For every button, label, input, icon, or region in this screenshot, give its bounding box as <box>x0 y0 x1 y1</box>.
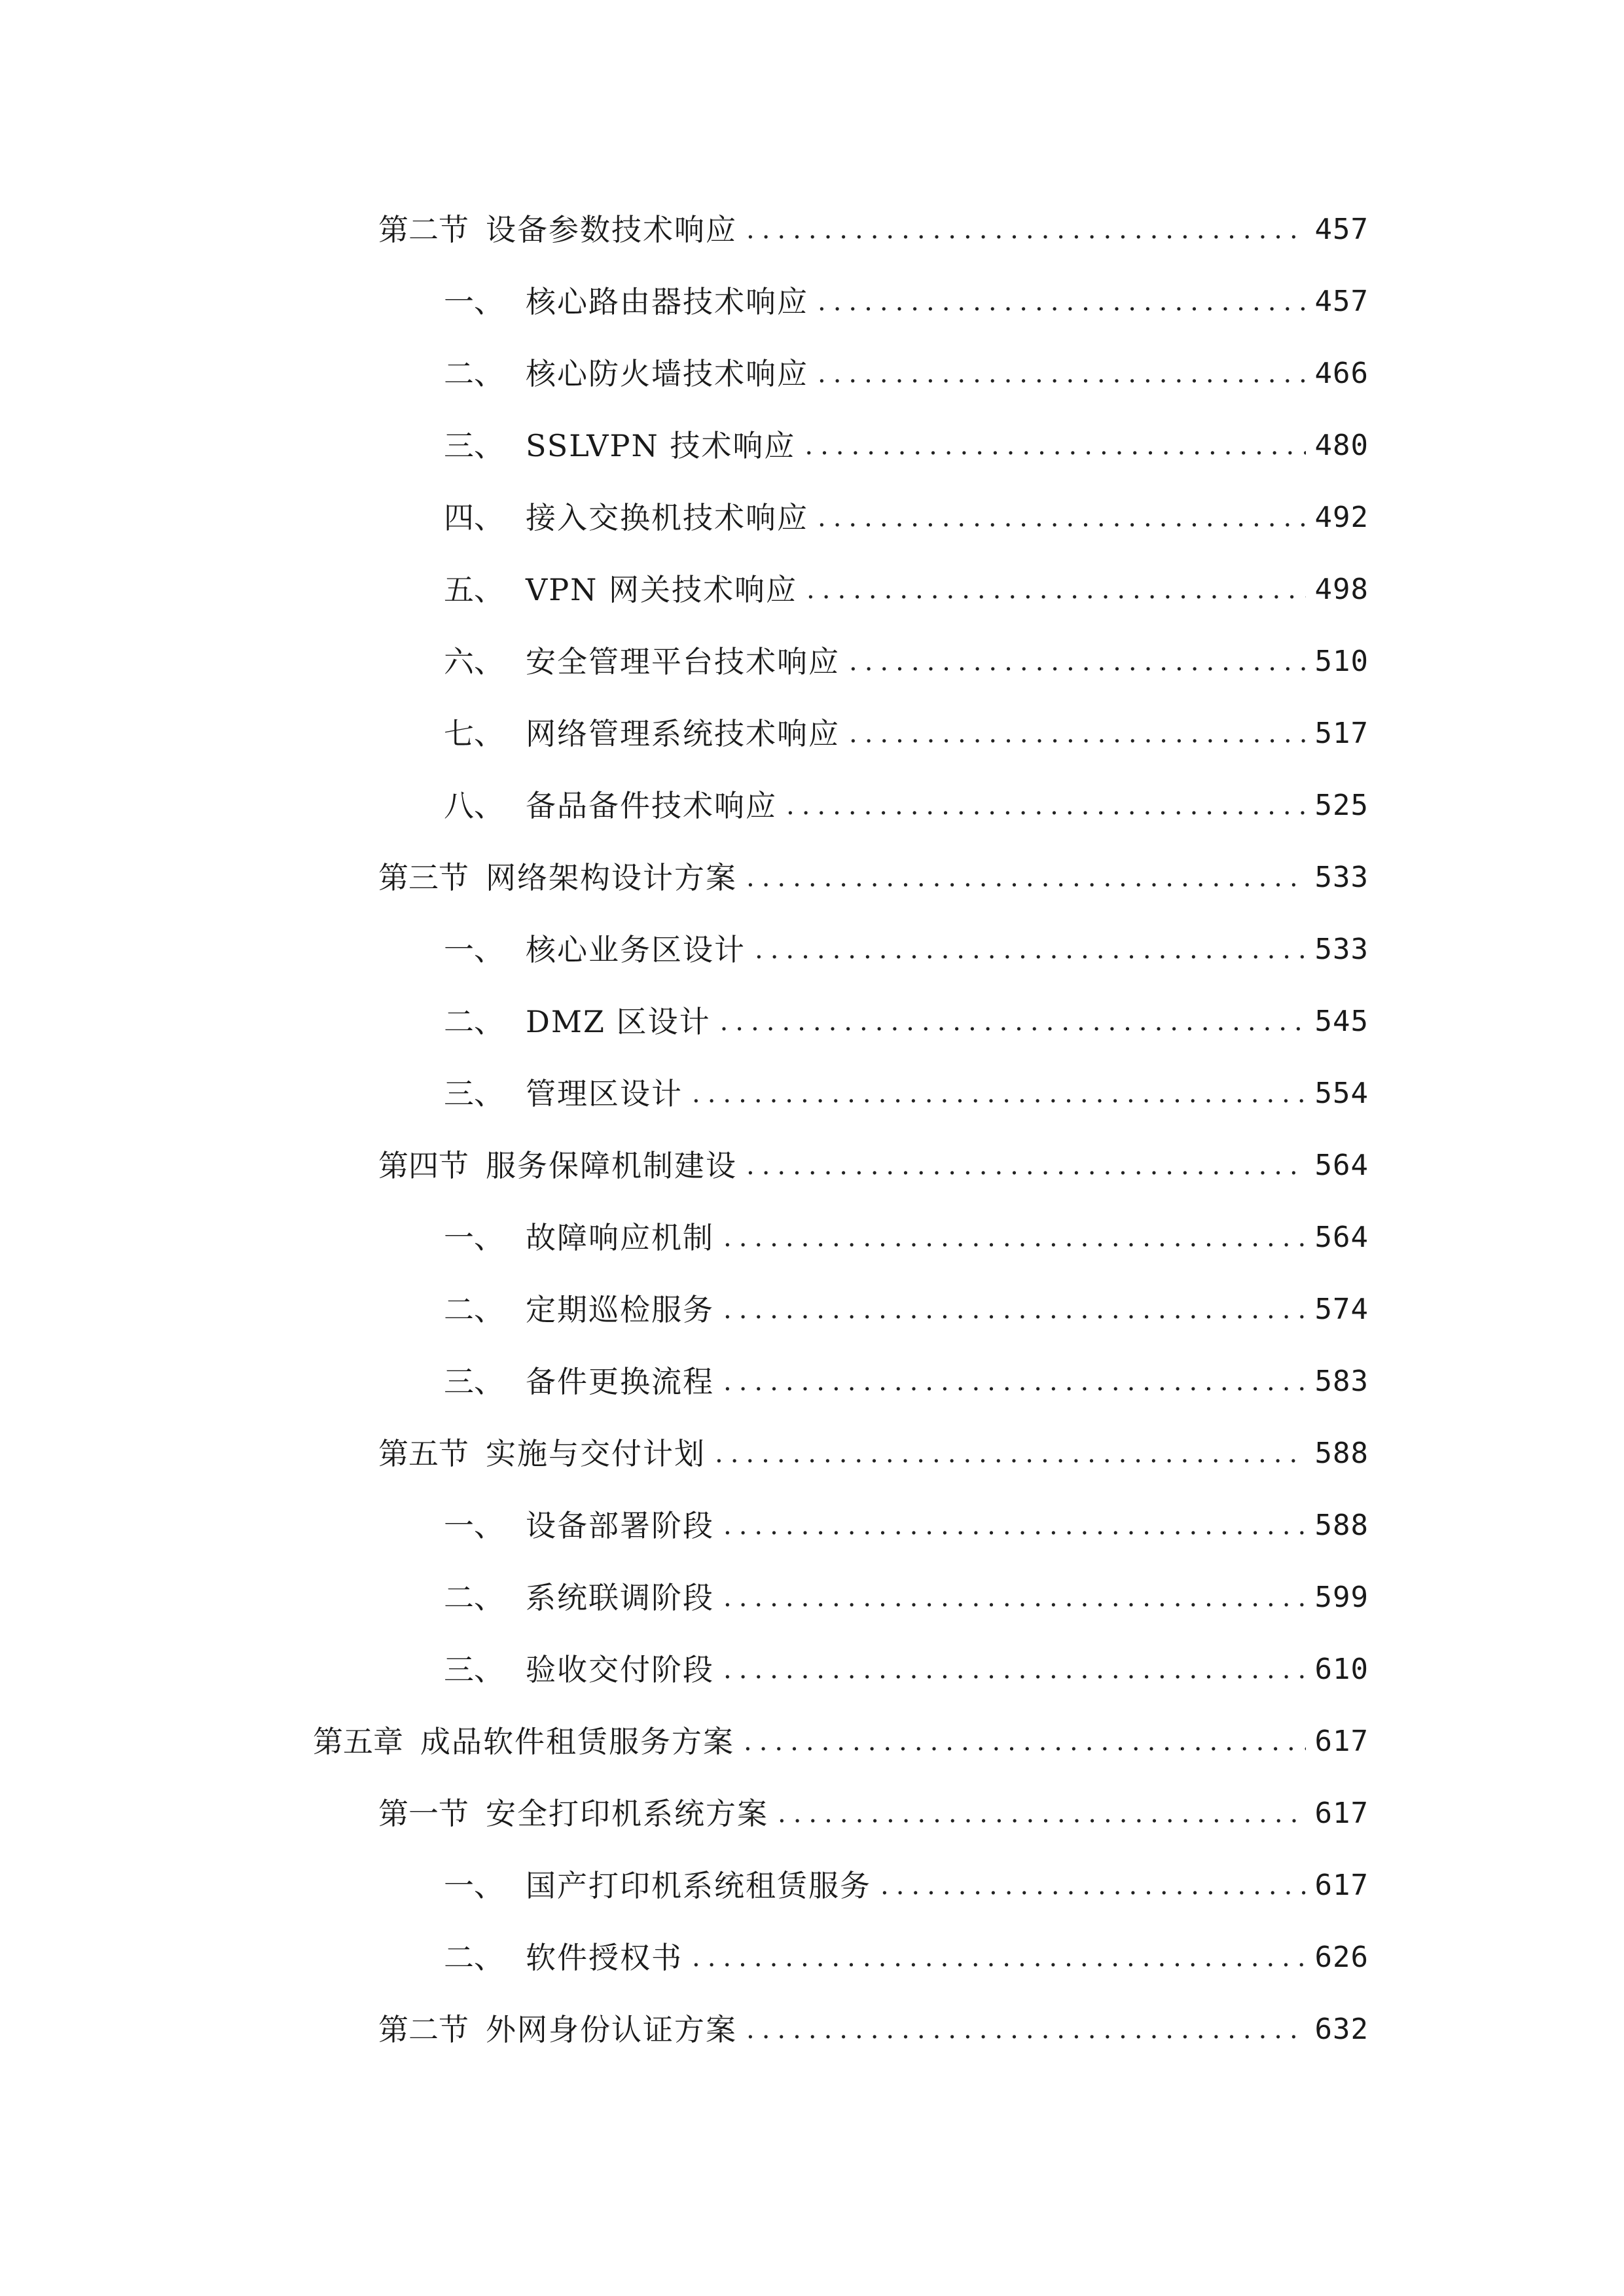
toc-entry[interactable] <box>313 1715 1369 1768</box>
toc-entry-page: 457 <box>1314 213 1369 246</box>
toc-entry-title: 核心业务区设计 <box>526 932 746 967</box>
toc-entry-page: 617 <box>1314 1797 1369 1830</box>
toc-entry-page: 498 <box>1314 573 1369 606</box>
toc-dot-leader <box>723 1283 1306 1336</box>
toc-dot-leader <box>778 1787 1306 1840</box>
toc-entry-number: 第二节 <box>378 2012 469 2047</box>
toc-entry-page: 599 <box>1314 1581 1369 1614</box>
toc-entry[interactable] <box>444 708 1369 760</box>
toc-entry[interactable] <box>444 1355 1369 1408</box>
toc-dot-leader <box>849 636 1306 688</box>
toc-dot-leader <box>723 1643 1306 1696</box>
toc-entry-number: 一、 <box>444 284 504 319</box>
toc-dot-leader <box>818 492 1306 544</box>
toc-entry[interactable] <box>444 420 1369 472</box>
toc-dot-leader <box>746 1139 1306 1192</box>
toc-entry-title: 验收交付阶段 <box>526 1652 714 1687</box>
toc-entry-number: 三、 <box>444 1076 504 1111</box>
toc-entry-number: 四、 <box>444 500 504 535</box>
toc-entry-page: 617 <box>1314 1869 1369 1902</box>
toc-entry-title: 外网身份认证方案 <box>486 2012 737 2047</box>
toc-dot-leader <box>746 204 1306 256</box>
toc-entry[interactable] <box>444 996 1369 1048</box>
toc-entry[interactable] <box>444 564 1369 616</box>
toc-dot-leader <box>692 1931 1306 1984</box>
toc-entry-number: 三、 <box>444 428 504 463</box>
toc-entry-page: 564 <box>1314 1149 1369 1182</box>
toc-dot-leader <box>755 924 1306 976</box>
toc-entry[interactable] <box>444 780 1369 832</box>
toc-entry[interactable] <box>444 1931 1369 1984</box>
toc-entry-number: 三、 <box>444 1652 504 1687</box>
toc-entry-number: 七、 <box>444 716 504 751</box>
toc-entry[interactable] <box>378 1139 1369 1192</box>
toc-entry[interactable] <box>444 276 1369 328</box>
toc-entry-title: 系统联调阶段 <box>526 1580 714 1615</box>
toc-entry-title: 网络管理系统技术响应 <box>526 716 840 751</box>
toc-entry-number: 第五章 <box>313 1724 403 1759</box>
toc-entry[interactable] <box>444 1283 1369 1336</box>
toc-entry-number: 一、 <box>444 1508 504 1543</box>
toc-dot-leader <box>723 1355 1306 1408</box>
toc-entry-title: 国产打印机系统租赁服务 <box>526 1868 871 1903</box>
toc-entry-number: 五、 <box>444 572 504 607</box>
toc-entry-page: 574 <box>1314 1293 1369 1326</box>
toc-entry-page: 564 <box>1314 1221 1369 1254</box>
toc-entry-page: 533 <box>1314 861 1369 894</box>
toc-entry-page: 545 <box>1314 1005 1369 1038</box>
toc-entry-number: 第一节 <box>378 1796 469 1831</box>
toc-entry-number: 一、 <box>444 1220 504 1255</box>
toc-entry-title: 备件更换流程 <box>526 1364 714 1399</box>
toc-entry-title: 备品备件技术响应 <box>526 788 777 823</box>
toc-dot-leader <box>720 996 1306 1048</box>
toc-entry-title: 成品软件租赁服务方案 <box>420 1724 734 1759</box>
toc-entry-page: 510 <box>1314 645 1369 678</box>
toc-entry-page: 480 <box>1314 429 1369 462</box>
toc-entry-title: SSLVPN 技术响应 <box>526 428 796 463</box>
toc-entry-title: 接入交换机技术响应 <box>526 500 808 535</box>
toc-entry[interactable] <box>444 924 1369 976</box>
toc-dot-leader <box>723 1499 1306 1552</box>
toc-entry-title: 安全管理平台技术响应 <box>526 644 840 679</box>
toc-entry[interactable] <box>444 1067 1369 1120</box>
toc-entry[interactable] <box>444 1643 1369 1696</box>
toc-dot-leader <box>723 1211 1306 1264</box>
toc-entry-page: 632 <box>1314 2013 1369 2046</box>
toc-entry-number: 第四节 <box>378 1148 469 1183</box>
toc-dot-leader <box>818 276 1306 328</box>
toc-entry-page: 492 <box>1314 501 1369 534</box>
toc-entry-number: 第五节 <box>378 1436 469 1471</box>
toc-entry-page: 554 <box>1314 1077 1369 1110</box>
toc-dot-leader <box>849 708 1306 760</box>
toc-entry[interactable] <box>444 1571 1369 1624</box>
toc-entry-number: 二、 <box>444 1580 504 1615</box>
toc-entry-title: 服务保障机制建设 <box>486 1148 737 1183</box>
toc-entry-page: 610 <box>1314 1653 1369 1686</box>
toc-entry-title: 软件授权书 <box>526 1940 683 1975</box>
toc-entry-page: 457 <box>1314 285 1369 318</box>
toc-entry-page: 525 <box>1314 789 1369 822</box>
toc-entry-title: 核心路由器技术响应 <box>526 284 808 319</box>
toc-dot-leader <box>786 780 1306 832</box>
toc-entry[interactable] <box>378 1787 1369 1840</box>
toc-entry-title: 实施与交付计划 <box>486 1436 706 1471</box>
toc-entry-title: 核心防火墙技术响应 <box>526 356 808 391</box>
toc-entry-title: 网络架构设计方案 <box>486 860 737 895</box>
toc-dot-leader <box>746 2003 1306 2056</box>
toc-entry[interactable] <box>378 204 1369 256</box>
toc-entry[interactable] <box>378 1427 1369 1480</box>
toc-entry[interactable] <box>444 636 1369 688</box>
toc-entry-page: 533 <box>1314 933 1369 966</box>
toc-entry-page: 588 <box>1314 1509 1369 1542</box>
toc-entry[interactable] <box>444 348 1369 400</box>
toc-dot-leader <box>744 1715 1306 1768</box>
toc-entry[interactable] <box>444 1499 1369 1552</box>
toc-entry-title: 定期巡检服务 <box>526 1292 714 1327</box>
toc-entry-number: 二、 <box>444 1940 504 1975</box>
toc-entry-number: 三、 <box>444 1364 504 1399</box>
toc-entry-page: 583 <box>1314 1365 1369 1398</box>
toc-entry-number: 一、 <box>444 1868 504 1903</box>
toc-entry-number: 第二节 <box>378 212 469 247</box>
toc-dot-leader <box>804 420 1305 472</box>
toc-entry-title: 设备参数技术响应 <box>486 212 737 247</box>
toc-dot-leader <box>692 1067 1306 1120</box>
toc-entry[interactable] <box>444 1211 1369 1264</box>
toc-entry-number: 第三节 <box>378 860 469 895</box>
toc-entry[interactable] <box>378 852 1369 904</box>
toc-dot-leader <box>723 1571 1306 1624</box>
toc-entry-title: 设备部署阶段 <box>526 1508 714 1543</box>
toc-entry-number: 一、 <box>444 932 504 967</box>
toc-entry-title: DMZ 区设计 <box>526 1004 711 1039</box>
toc-entry-title: 管理区设计 <box>526 1076 683 1111</box>
toc-dot-leader <box>818 348 1306 400</box>
toc-entry-page: 626 <box>1314 1941 1369 1974</box>
toc-entry-title: VPN 网关技术响应 <box>526 572 798 607</box>
toc-entry[interactable] <box>378 2003 1369 2056</box>
toc-entry-page: 617 <box>1314 1725 1369 1758</box>
toc-entry-title: 故障响应机制 <box>526 1220 714 1255</box>
toc-entry-number: 二、 <box>444 1004 504 1039</box>
toc-entry[interactable] <box>444 492 1369 544</box>
toc-dot-leader <box>746 852 1306 904</box>
toc-entry[interactable] <box>444 1859 1369 1912</box>
toc-dot-leader <box>880 1859 1306 1912</box>
toc-entry-number: 二、 <box>444 1292 504 1327</box>
toc-entry-page: 466 <box>1314 357 1369 390</box>
toc-dot-leader <box>715 1427 1306 1480</box>
toc-entry-number: 八、 <box>444 788 504 823</box>
toc-entry-title: 安全打印机系统方案 <box>486 1796 768 1831</box>
toc-entry-number: 六、 <box>444 644 504 679</box>
toc-dot-leader <box>806 564 1305 616</box>
toc-entry-number: 二、 <box>444 356 504 391</box>
toc-entry-page: 517 <box>1314 717 1369 750</box>
toc-entry-page: 588 <box>1314 1437 1369 1470</box>
